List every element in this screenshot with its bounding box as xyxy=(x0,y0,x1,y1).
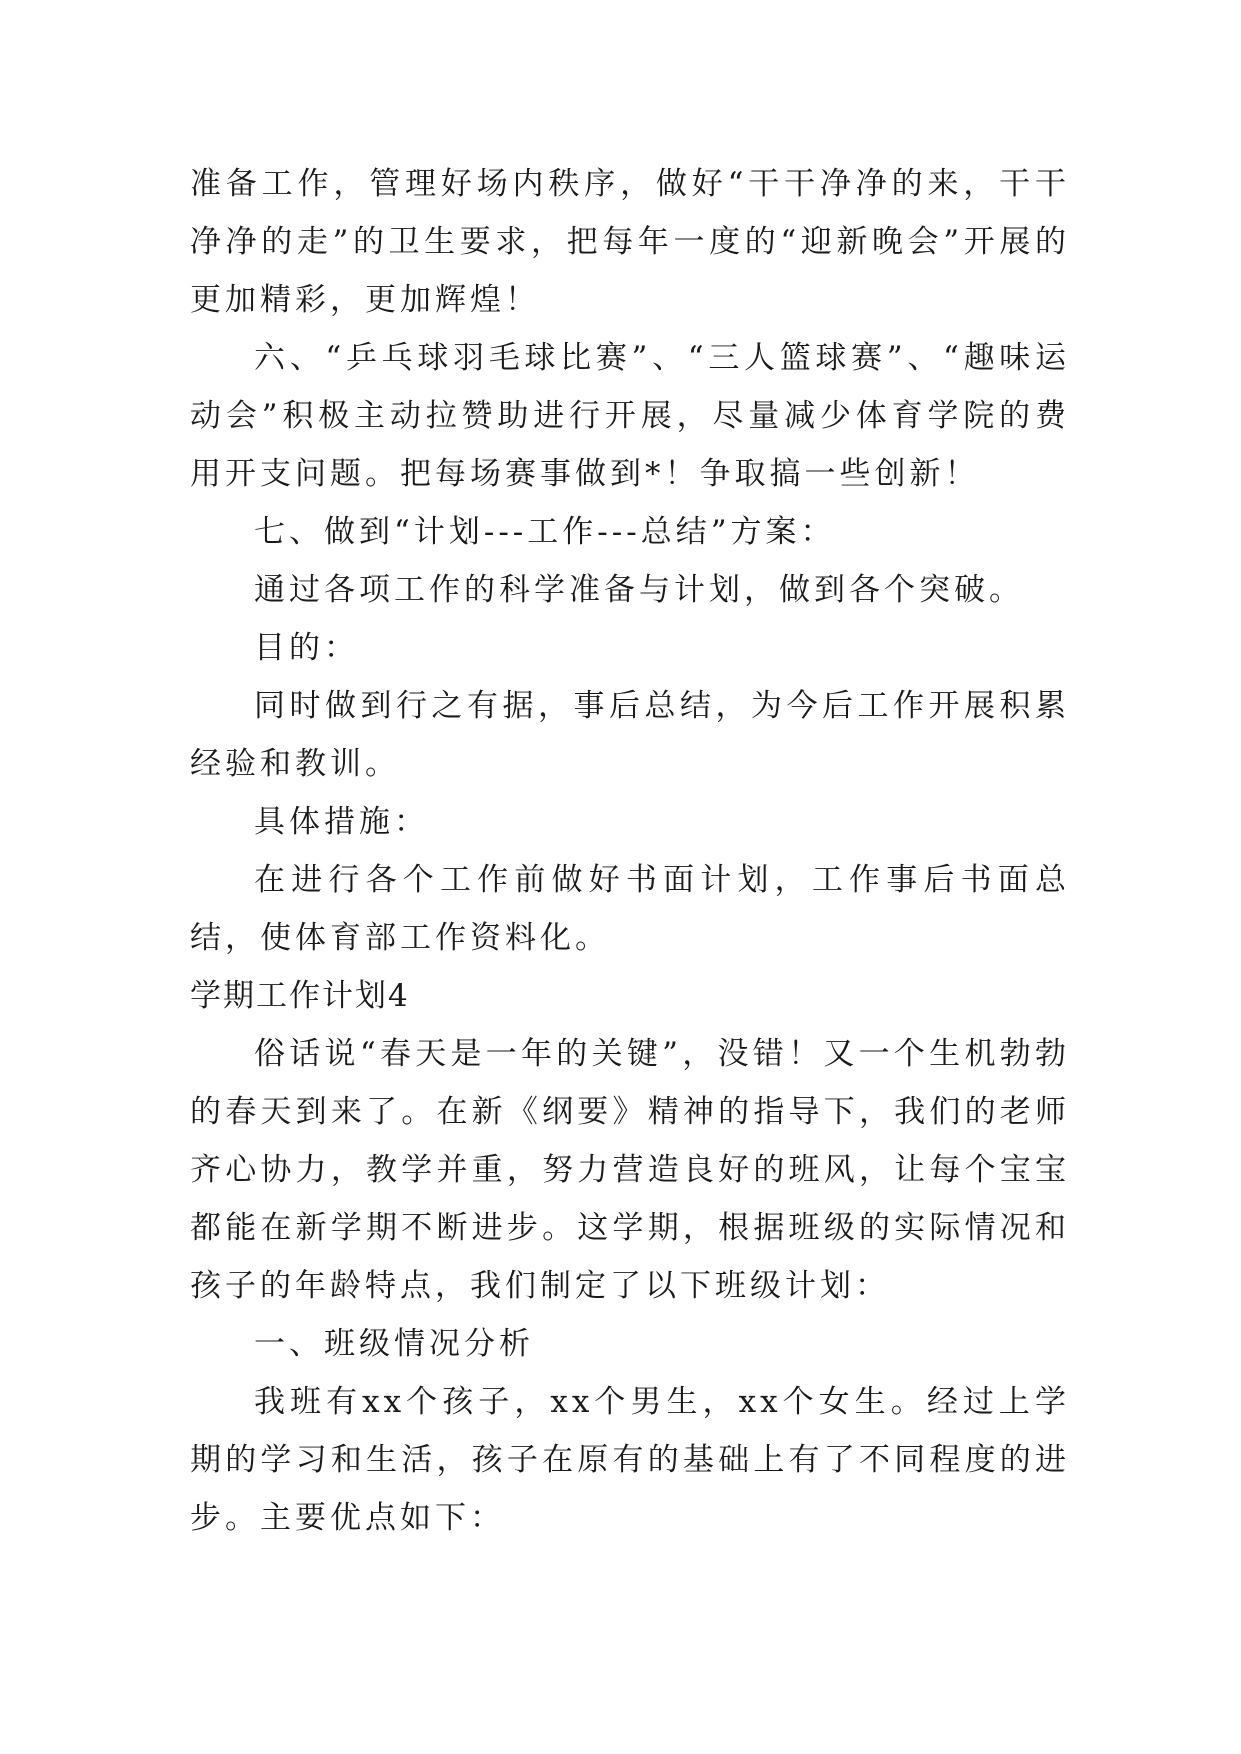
paragraph-class-analysis-text: 我班有xx个孩子，xx个男生，xx个女生。经过上学期的学习和生活，孩子在原有的基础上有了不同程度的进步。主要优点如下： xyxy=(190,1384,1070,1536)
paragraph-purpose-text: 同时做到行之有据，事后总结，为今后工作开展积累经验和教训。 xyxy=(190,688,1070,782)
section-heading: 学期工作计划4 xyxy=(190,978,410,1014)
paragraph-preparation: 准备工作，管理好场内秩序，做好“干干净净的来，干干净净的走”的卫生要求，把每年一度的“迎新晚会”开展的更加精彩，更加辉煌！ xyxy=(190,166,1070,318)
paragraph-plan-goal: 通过各项工作的科学准备与计划，做到各个突破。 xyxy=(254,572,1024,608)
paragraph-spring-intro: 俗话说“春天是一年的关键”，没错！又一个生机勃勃的春天到来了。在新《纲要》精神的指导下，我们的老师齐心协力，教学并重，努力营造良好的班风，让每个宝宝都能在新学期不断进步。这学期，根据班级的实际情况和孩子的年龄特点，我们制定了以下班级计划： xyxy=(190,1036,1070,1304)
paragraph-purpose-label: 目的： xyxy=(254,630,359,666)
paragraph-item-seven: 七、做到“计划---工作---总结”方案： xyxy=(254,514,836,550)
paragraph-class-analysis-title: 一、班级情况分析 xyxy=(254,1326,534,1362)
document-body xyxy=(190,155,1070,1547)
paragraph-measures-text: 在进行各个工作前做好书面计划，工作事后书面总结，使体育部工作资料化。 xyxy=(190,862,1070,956)
paragraph-measures-label: 具体措施： xyxy=(254,804,429,840)
paragraph-item-six: 六、“乒乓球羽毛球比赛”、“三人篮球赛”、“趣味运动会”积极主动拉赞助进行开展，尽量减少体育学院的费用开支问题。把每场赛事做到*！争取搞一些创新！ xyxy=(190,340,1070,492)
